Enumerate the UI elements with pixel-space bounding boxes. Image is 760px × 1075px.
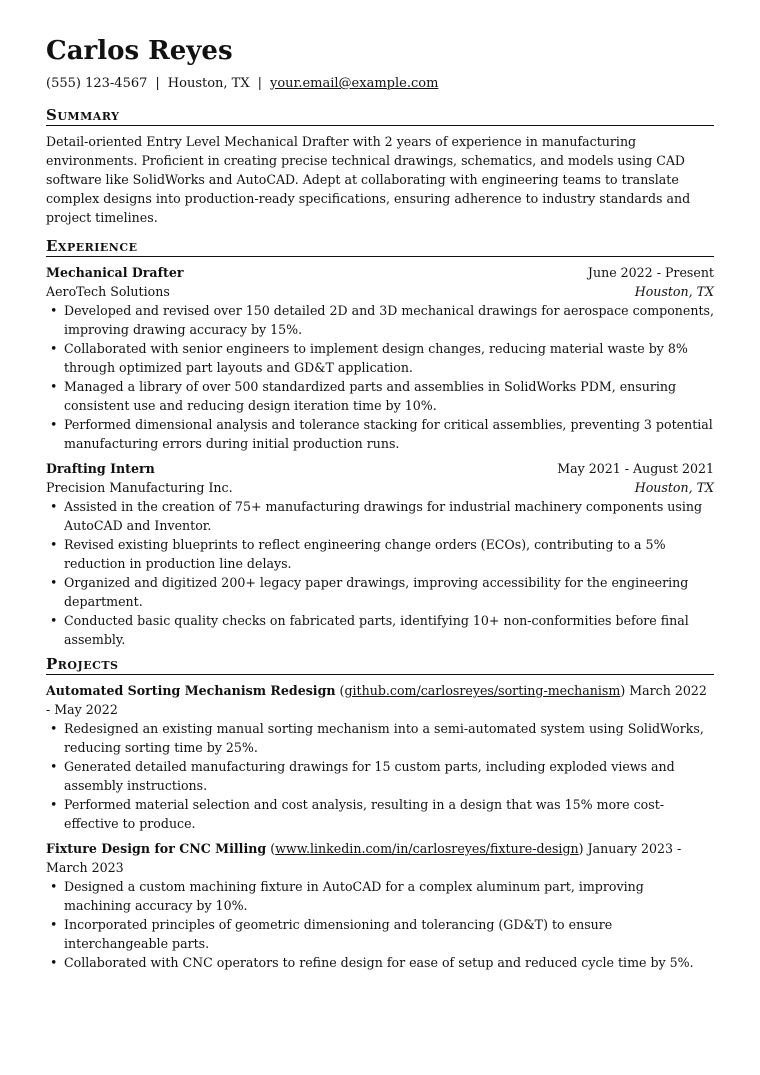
job-dates: May 2021 - August 2021 <box>557 461 714 476</box>
email-link[interactable]: your.email@example.com <box>270 76 439 91</box>
projects-section <box>46 655 714 972</box>
bullet-item: • Collaborated with CNC operators to refine design for ease of setup and reduced cycle time by 5%. <box>46 953 714 972</box>
job-role: Drafting Intern <box>46 461 155 476</box>
summary-text: Detail-oriented Entry Level Mechanical Drafter with 2 years of experience in manufacturing environments. Proficient in creating precise technical drawings, schematics, and models using CAD software like SolidWorks and AutoCAD. Adept at collaborating with engineering teams to translate complex designs into production-ready specifications, ensuring adherence to industry standards and project timelines. <box>46 134 691 225</box>
separator: | <box>257 76 262 91</box>
section-title-summary: Summary <box>46 106 714 126</box>
job-entry <box>46 263 714 453</box>
candidate-name: Carlos Reyes <box>46 36 233 66</box>
job-subheader <box>46 478 714 497</box>
job-company: AeroTech Solutions <box>46 284 170 299</box>
project-entry <box>46 681 714 833</box>
section-title-projects: Projects <box>46 655 714 675</box>
bullet-item: • Assisted in the creation of 75+ manufacturing drawings for industrial machinery components using AutoCAD and Inventor. <box>46 497 714 535</box>
bullet-item: • Conducted basic quality checks on fabricated parts, identifying 10+ non-conformities before final assembly. <box>46 611 714 649</box>
bullet-item: • Managed a library of over 500 standardized parts and assemblies in SolidWorks PDM, ensuring consistent use and reducing design iteration time by 10%. <box>46 377 714 415</box>
project-dates: January 2023 - March 2023 <box>46 841 682 875</box>
resume-page <box>46 36 714 978</box>
bullet-item: • Organized and digitized 200+ legacy paper drawings, improving accessibility for the engineering department. <box>46 573 714 611</box>
job-company: Precision Manufacturing Inc. <box>46 480 233 495</box>
job-location: Houston, TX <box>634 480 714 495</box>
bullet-item: • Generated detailed manufacturing drawings for 15 custom parts, including exploded views and assembly instructions. <box>46 757 714 795</box>
project-entry <box>46 839 714 972</box>
summary-section <box>46 106 714 227</box>
project-bullets <box>46 719 714 833</box>
contact-line <box>46 76 714 92</box>
job-dates: June 2022 - Present <box>587 265 714 280</box>
job-location: Houston, TX <box>634 284 714 299</box>
job-subheader <box>46 282 714 301</box>
bullet-item: • Performed material selection and cost analysis, resulting in a design that was 15% more cost-effective to produce. <box>46 795 714 833</box>
bullet-item: • Redesigned an existing manual sorting mechanism into a semi-automated system using SolidWorks, reducing sorting time by 25%. <box>46 719 714 757</box>
bullet-item: • Collaborated with senior engineers to implement design changes, reducing material waste by 8% through optimized part layouts and GD&T application. <box>46 339 714 377</box>
bullet-item: • Incorporated principles of geometric dimensioning and tolerancing (GD&T) to ensure interchangeable parts. <box>46 915 714 953</box>
project-name: Fixture Design for CNC Milling <box>46 841 267 856</box>
experience-section <box>46 237 714 649</box>
project-bullets <box>46 877 714 972</box>
job-header <box>46 459 714 478</box>
bullet-item: • Revised existing blueprints to reflect engineering change orders (ECOs), contributing to a 5% reduction in production line delays. <box>46 535 714 573</box>
job-bullets <box>46 301 714 453</box>
project-header: Automated Sorting Mechanism Redesign (github.com/carlosreyes/sorting-mechanism) March 2022 - May 2022 <box>46 683 707 717</box>
job-entry <box>46 459 714 649</box>
job-role: Mechanical Drafter <box>46 265 184 280</box>
project-name: Automated Sorting Mechanism Redesign <box>46 683 336 698</box>
bullet-item: • Developed and revised over 150 detailed 2D and 3D mechanical drawings for aerospace components, improving drawing accuracy by 15%. <box>46 301 714 339</box>
project-header: Fixture Design for CNC Milling (www.linkedin.com/in/carlosreyes/fixture-design) January 2023 - March 2023 <box>46 841 682 875</box>
job-bullets <box>46 497 714 649</box>
separator: | <box>155 76 160 91</box>
bullet-item: • Performed dimensional analysis and tolerance stacking for critical assemblies, preventing 3 potential manufacturing errors during initial production runs. <box>46 415 714 453</box>
section-title-experience: Experience <box>46 237 714 257</box>
project-link[interactable]: www.linkedin.com/in/carlosreyes/fixture-design <box>275 841 579 856</box>
location: Houston, TX <box>167 76 250 91</box>
job-header <box>46 263 714 282</box>
bullet-item: • Designed a custom machining fixture in AutoCAD for a complex aluminum part, improving machining accuracy by 10%. <box>46 877 714 915</box>
project-link[interactable]: github.com/carlosreyes/sorting-mechanism <box>344 683 621 698</box>
phone-number: (555) 123-4567 <box>46 76 148 91</box>
project-dates: March 2022 - May 2022 <box>46 683 707 717</box>
